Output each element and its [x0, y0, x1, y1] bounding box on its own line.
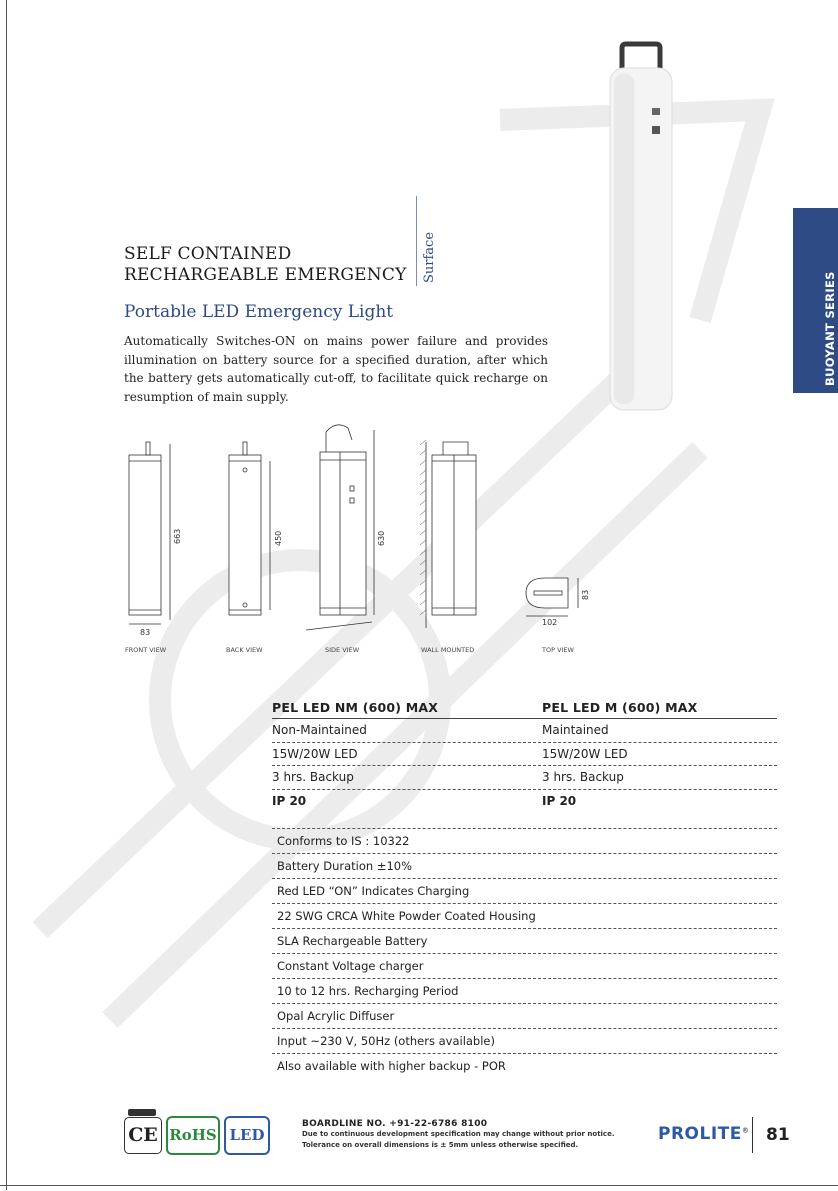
top-view-label: TOP VIEW: [542, 646, 574, 654]
feature-item: SLA Rechargeable Battery: [272, 929, 777, 954]
model-header-m: PEL LED M (600) MAX: [542, 700, 698, 715]
top-depth-dim: 83: [581, 589, 590, 600]
page-frame-bottom: [0, 1185, 838, 1191]
feature-item: Battery Duration ±10%: [272, 854, 777, 879]
spec-cell: 3 hrs. Backup: [542, 770, 624, 785]
prolite-logo: [658, 1124, 749, 1144]
footer-note-spec: Due to continuous development specification may change without prior notice.: [302, 1130, 615, 1138]
feature-item: 10 to 12 hrs. Recharging Period: [272, 979, 777, 1004]
led-badge: LED: [224, 1116, 270, 1155]
feature-item: Conforms to IS : 10322: [272, 829, 777, 854]
spec-row: [272, 790, 777, 813]
top-width-dim: 102: [542, 618, 558, 627]
boardline-number: BOARDLINE NO. +91-22-6786 8100: [302, 1119, 488, 1129]
spec-cell: IP 20: [542, 793, 577, 808]
spec-cell: Maintained: [542, 723, 609, 738]
title-line-2: RECHARGEABLE EMERGENCY: [124, 265, 407, 285]
spec-row: [272, 766, 777, 790]
product-subtitle: Portable LED Emergency Light: [124, 302, 394, 322]
spec-cell: Non-Maintained: [272, 723, 367, 738]
title-line-1: SELF CONTAINED: [124, 244, 292, 264]
rohs-badge: RoHS: [166, 1116, 220, 1155]
feature-item: Input ~230 V, 50Hz (others available): [272, 1029, 777, 1054]
spec-row: [272, 743, 777, 767]
mount-type-label: Surface: [422, 231, 437, 283]
spec-cell: 15W/20W LED: [272, 746, 358, 761]
product-description: Automatically Switches-ON on mains power failure and provides illumination on battery source for a specified duration, after which the battery gets automatically cut-off, to facilitate quick recharge on resumption of main supply.: [124, 334, 548, 404]
side-height-dim: 630: [377, 530, 386, 546]
spec-table-header: [272, 698, 777, 719]
feature-item: 22 SWG CRCA White Powder Coated Housing: [272, 904, 777, 929]
spec-cell: 3 hrs. Backup: [272, 770, 354, 785]
side-view-label: SIDE VIEW: [325, 646, 360, 654]
spec-cell: IP 20: [272, 793, 307, 808]
footer-divider: [752, 1117, 753, 1153]
footer-info: [302, 1119, 615, 1151]
spec-cell: 15W/20W LED: [542, 746, 628, 761]
registered-mark: ®: [741, 1126, 750, 1135]
feature-list: [272, 828, 777, 1078]
certification-badges: [124, 1115, 270, 1155]
ce-mark-text: CE: [128, 1124, 158, 1146]
front-width-dim: 83: [140, 628, 151, 637]
ce-mark-badge: [124, 1117, 162, 1154]
feature-item: Constant Voltage charger: [272, 954, 777, 979]
back-height-dim: 450: [274, 530, 283, 546]
spec-table: [272, 698, 777, 812]
page-number: 81: [766, 1125, 790, 1145]
footer-note-tolerance: Tolerance on overall dimensions is ± 5mm unless otherwise specified.: [302, 1141, 579, 1149]
feature-item: Red LED “ON” Indicates Charging: [272, 879, 777, 904]
series-label: BUOYANT SERIES: [823, 271, 837, 386]
feature-item: Opal Acrylic Diffuser: [272, 1004, 777, 1029]
model-header-nm: PEL LED NM (600) MAX: [272, 700, 439, 715]
front-view-label: FRONT VIEW: [125, 646, 167, 654]
front-height-dim: 663: [173, 528, 182, 544]
feature-item: Also available with higher backup - POR: [277, 1059, 506, 1073]
spec-row: [272, 719, 777, 743]
wall-mounted-label: WALL MOUNTED: [421, 646, 475, 654]
back-view-label: BACK VIEW: [226, 646, 263, 654]
logo-text: PROLITE: [658, 1124, 742, 1144]
